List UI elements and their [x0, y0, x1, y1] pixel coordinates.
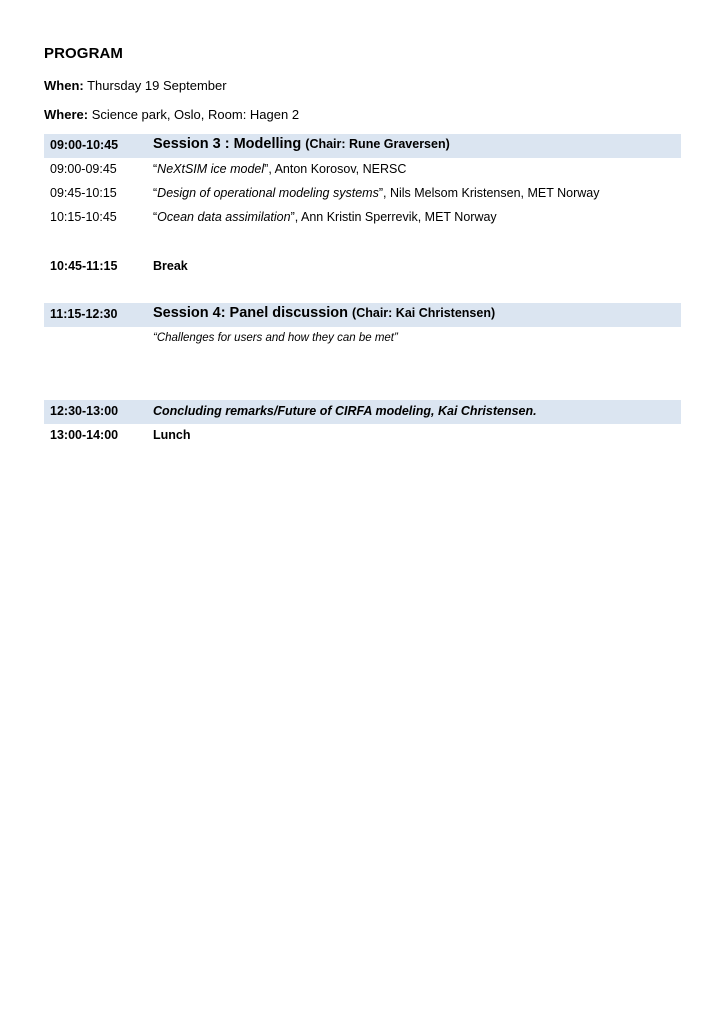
- when-value: Thursday 19 September: [87, 78, 227, 93]
- session3-header-row: [44, 134, 681, 158]
- talk-speaker: , Nils Melsom Kristensen, MET Norway: [383, 186, 600, 200]
- lunch-label: Lunch: [153, 428, 191, 442]
- session4-title: Session 4: Panel discussion: [153, 305, 349, 321]
- session3-title: Session 3 : Modelling: [153, 136, 302, 152]
- talk-row: [44, 158, 681, 182]
- session4-topic: “Challenges for users and how they can be met”: [153, 332, 398, 344]
- lunch-time: 13:00-14:00: [50, 428, 119, 442]
- where-line: [44, 107, 299, 122]
- session3-title-cell: [153, 136, 450, 152]
- lunch-row: [44, 424, 681, 448]
- when-line: [44, 78, 227, 93]
- talk-title: Design of operational modeling systems: [157, 186, 379, 200]
- talk-time: 09:45-10:15: [50, 186, 117, 200]
- talk-row: [44, 182, 681, 206]
- concluding-time: 12:30-13:00: [50, 404, 119, 418]
- session4-header-row: [44, 303, 681, 327]
- session3-time: 09:00-10:45: [50, 138, 119, 152]
- concluding-label: Concluding remarks/Future of CIRFA modeling, Kai Christensen.: [153, 404, 537, 418]
- page-title: PROGRAM: [44, 45, 124, 62]
- break-label: Break: [153, 259, 188, 273]
- when-label: When:: [44, 78, 84, 93]
- session4-title-cell: [153, 305, 495, 321]
- talk-time: 09:00-09:45: [50, 162, 117, 176]
- where-label: Where:: [44, 107, 89, 122]
- concluding-row: [44, 400, 681, 424]
- break-time: 10:45-11:15: [50, 259, 118, 273]
- break-row: [44, 255, 681, 279]
- talk-cell: “Design of operational modeling systems”, Nils Melsom Kristensen, MET Norway: [153, 186, 600, 200]
- talk-speaker: , Ann Kristin Sperrevik, MET Norway: [294, 210, 497, 224]
- where-value: Science park, Oslo, Room: Hagen 2: [91, 107, 300, 122]
- talk-title: NeXtSIM ice model: [157, 162, 265, 176]
- session4-time: 11:15-12:30: [50, 307, 118, 321]
- talk-time: 10:15-10:45: [50, 210, 117, 224]
- talk-speaker: , Anton Korosov, NERSC: [268, 162, 407, 176]
- talk-cell: “NeXtSIM ice model”, Anton Korosov, NERSC: [153, 162, 407, 176]
- talk-row: [44, 206, 681, 230]
- talk-title: Ocean data assimilation: [157, 210, 291, 224]
- session4-topic-row: [44, 328, 681, 352]
- session4-chair: (Chair: Kai Christensen): [352, 306, 496, 320]
- talk-cell: “Ocean data assimilation”, Ann Kristin Sperrevik, MET Norway: [153, 210, 497, 224]
- session3-chair: (Chair: Rune Graversen): [305, 137, 450, 151]
